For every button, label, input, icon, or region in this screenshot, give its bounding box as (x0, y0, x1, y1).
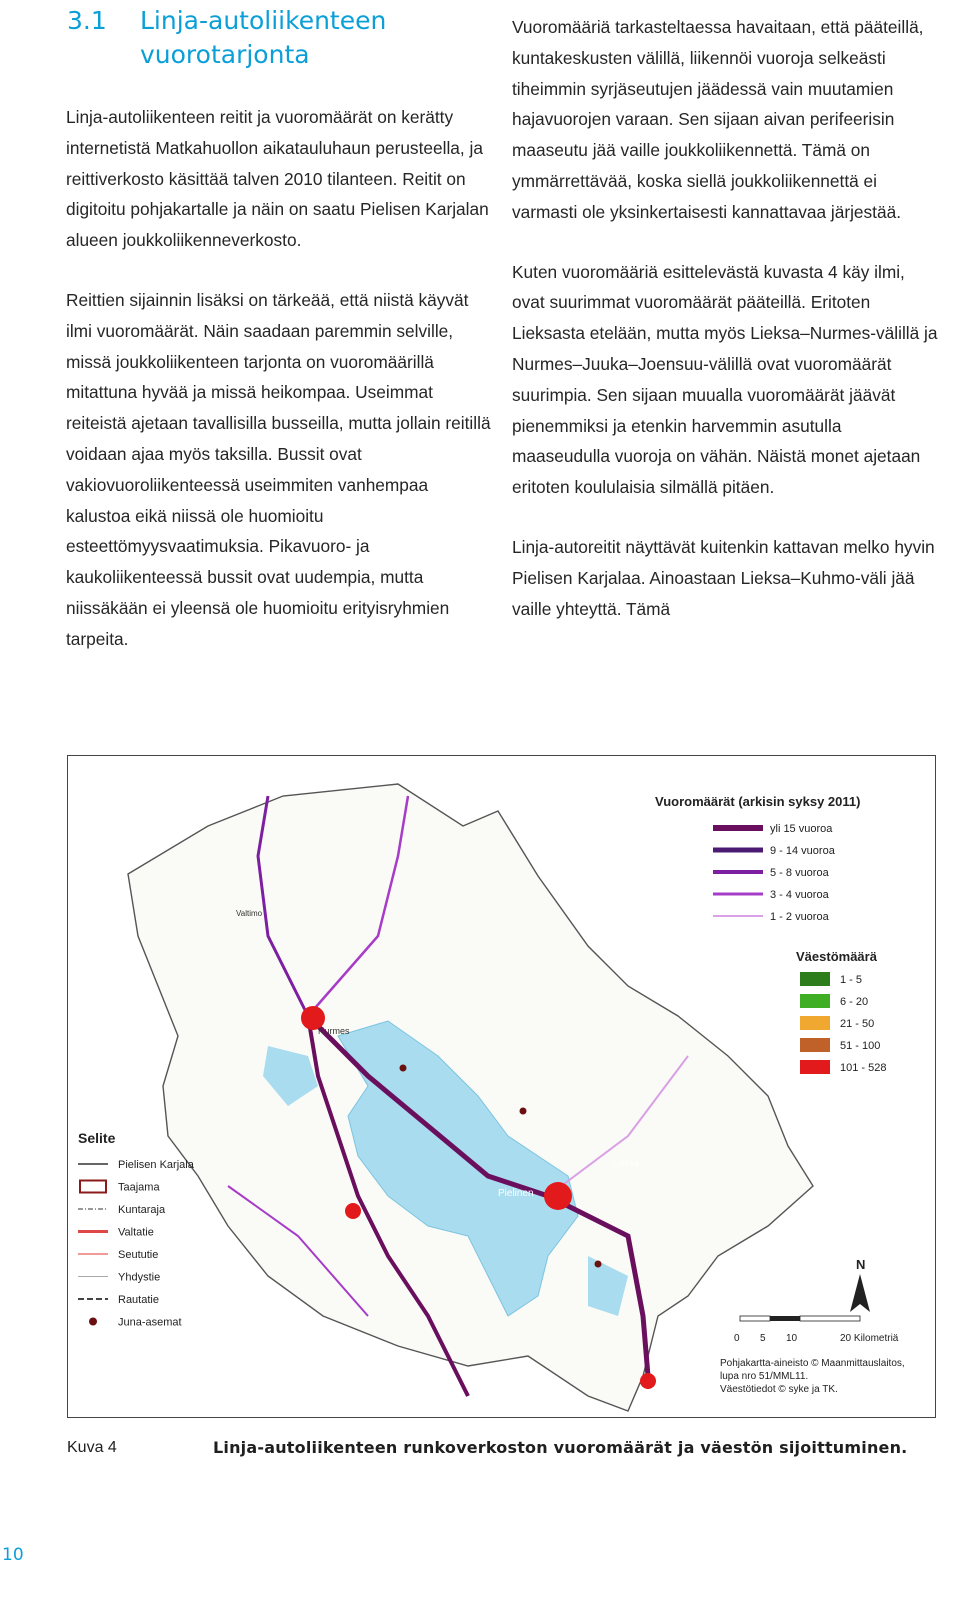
population-legend (800, 972, 886, 1074)
selite-legend-label: Yhdystie (118, 1271, 161, 1284)
section-number: 3.1 (67, 6, 107, 35)
station-dot (400, 1065, 407, 1072)
page-number: 10 (2, 1545, 24, 1565)
place-label: Pielinen (498, 1188, 534, 1199)
route-legend-label: yli 15 vuoroa (770, 823, 833, 835)
scale-tick: 10 (786, 1333, 798, 1344)
population-legend-label: 101 - 528 (840, 1062, 887, 1074)
place-label: Lieksa (613, 1158, 640, 1168)
paragraph: Kuten vuoromääriä esittelevästä kuvasta 4 käy ilmi, ovat suurimmat vuoromäärät pääteillä. Eritoten Lieksasta etelään, mutta myös Lieksa–Nurmes-välillä ja Nurmes–Juuka–Joensuu-välillä ovat vuoromäärät suurimpia. Sen sijaan muualla vuoromäärät jäävät pienemmiksi ja etenkin harvemmin asutulla maaseudulla vuoroja on vähän. Näistä monet ajetaan eritoten koululaisia silmällä pitäen. (512, 261, 938, 498)
selite-legend-label: Rautatie (118, 1294, 159, 1306)
population-legend-label: 21 - 50 (840, 1018, 875, 1030)
figure-number: Kuva 4 (67, 1439, 117, 1456)
place-label: Valtimo (236, 909, 263, 918)
route-legend (713, 823, 836, 923)
scale-tick: 20 Kilometriä (840, 1333, 899, 1344)
town-dot (544, 1182, 572, 1210)
north-arrow-icon (850, 1274, 870, 1312)
selite-legend-swatch (80, 1181, 106, 1193)
selite-legend-label: Seututie (118, 1249, 159, 1261)
selite-title: Selite (78, 1130, 116, 1146)
selite-legend (78, 1159, 195, 1329)
selite-legend-label: Pielisen Karjala (118, 1159, 194, 1171)
selite-legend-label: Kuntaraja (118, 1204, 166, 1216)
figure-caption: Linja-autoliikenteen runkoverkoston vuoromäärät ja väestön sijoittuminen. (213, 1438, 908, 1457)
paragraph: Reittien sijainnin lisäksi on tärkeää, että niistä käyvät ilmi vuoromäärät. Näin saadaan paremmin selville, missä joukkoliikenteen tarjonta on vuoromäärillä mitattuna hyvää ja missä heikompaa. Useimmat reiteistä ajetaan tavallisilla busseilla, mutta jollain reitillä voidaan ajaa myös taksilla. Bussit ovat vakiovuoroliikenteessä useimmiten vanhempaa kalustoa eikä niissä ole huomioitu esteettömyysvaatimuksia. Pikavuoro- ja kaukoliikenteessä bussit ovat uudempia, mutta niissäkään ei yleensä ole huomioitu erityisryhmien tarpeita. (66, 289, 491, 649)
population-legend-label: 1 - 5 (840, 974, 863, 986)
north-label: N (856, 1257, 866, 1272)
town-dot (345, 1203, 361, 1219)
credit-line: Pohjakartta-aineisto © Maanmittauslaitos, (720, 1358, 905, 1369)
population-legend-label: 6 - 20 (840, 996, 869, 1008)
place-label: Nurmes (318, 1026, 350, 1036)
legend-title: Vuoromäärät (arkisin syksy 2011) (655, 794, 861, 809)
population-legend-label: 51 - 100 (840, 1040, 881, 1052)
station-dot (520, 1108, 527, 1115)
route-map (67, 755, 936, 1418)
population-legend-swatch (800, 994, 830, 1008)
paragraph: Vuoromääriä tarkasteltaessa havaitaan, että pääteillä, kuntakeskusten välillä, liikennöi vuoroja selkeästi tiheimmin syrjäseutujen jäädessä vain muutamien hajavuorojen varaan. Sen sijaan aivan perifeerisin maaseutu jää vaille joukkoliikennettä. Tämä on ymmärrettävää, koska siellä joukkoliikennettä ei varmasti ole yksinkertaisesti kannattavaa järjestää. (512, 17, 924, 222)
paragraph: Linja-autoliikenteen reitit ja vuoromäärät on kerätty internetistä Matkahuollon aikatauluhaun perusteella, ja reittiverkosto käsittää talven 2010 tilanteen. Reitit on digitoitu pohjakartalle ja näin on saatu Pielisen Karjalan alueen joukkoliikenneverkosto. (66, 107, 489, 251)
population-legend-swatch (800, 1038, 830, 1052)
population-legend-swatch (800, 1016, 830, 1030)
town-dot (640, 1373, 656, 1389)
selite-legend-label: Taajama (118, 1181, 160, 1194)
paragraph: Linja-autoreitit näyttävät kuitenkin kattavan melko hyvin Pielisen Karjalaa. Ainoastaan Lieksa–Kuhmo-väli jää vaille yhteyttä. Tämä (512, 536, 935, 619)
route-legend-label: 9 - 14 vuoroa (770, 845, 835, 857)
credit-line: lupa nro 51/MML11. (720, 1371, 809, 1382)
right-column (512, 12, 940, 653)
route-legend-label: 3 - 4 vuoroa (770, 889, 829, 901)
population-legend-swatch (800, 972, 830, 986)
section-title: Linja-autoliikenteen vuorotarjonta (140, 6, 387, 69)
station-dot (595, 1261, 602, 1268)
selite-legend-label: Valtatie (118, 1226, 154, 1239)
route-legend-label: 1 - 2 vuoroa (770, 911, 829, 923)
population-title: Väestömäärä (796, 949, 877, 964)
credit-line: Väestötiedot © syke ja TK. (720, 1384, 838, 1395)
selite-legend-label: Juna-asemat (118, 1316, 182, 1329)
population-legend-swatch (800, 1060, 830, 1074)
left-column (66, 102, 494, 684)
selite-legend-swatch (89, 1318, 97, 1326)
scale-bar (734, 1316, 899, 1344)
scale-tick: 0 (734, 1333, 740, 1344)
route-legend-label: 5 - 8 vuoroa (770, 867, 829, 879)
scale-tick: 5 (760, 1333, 766, 1344)
